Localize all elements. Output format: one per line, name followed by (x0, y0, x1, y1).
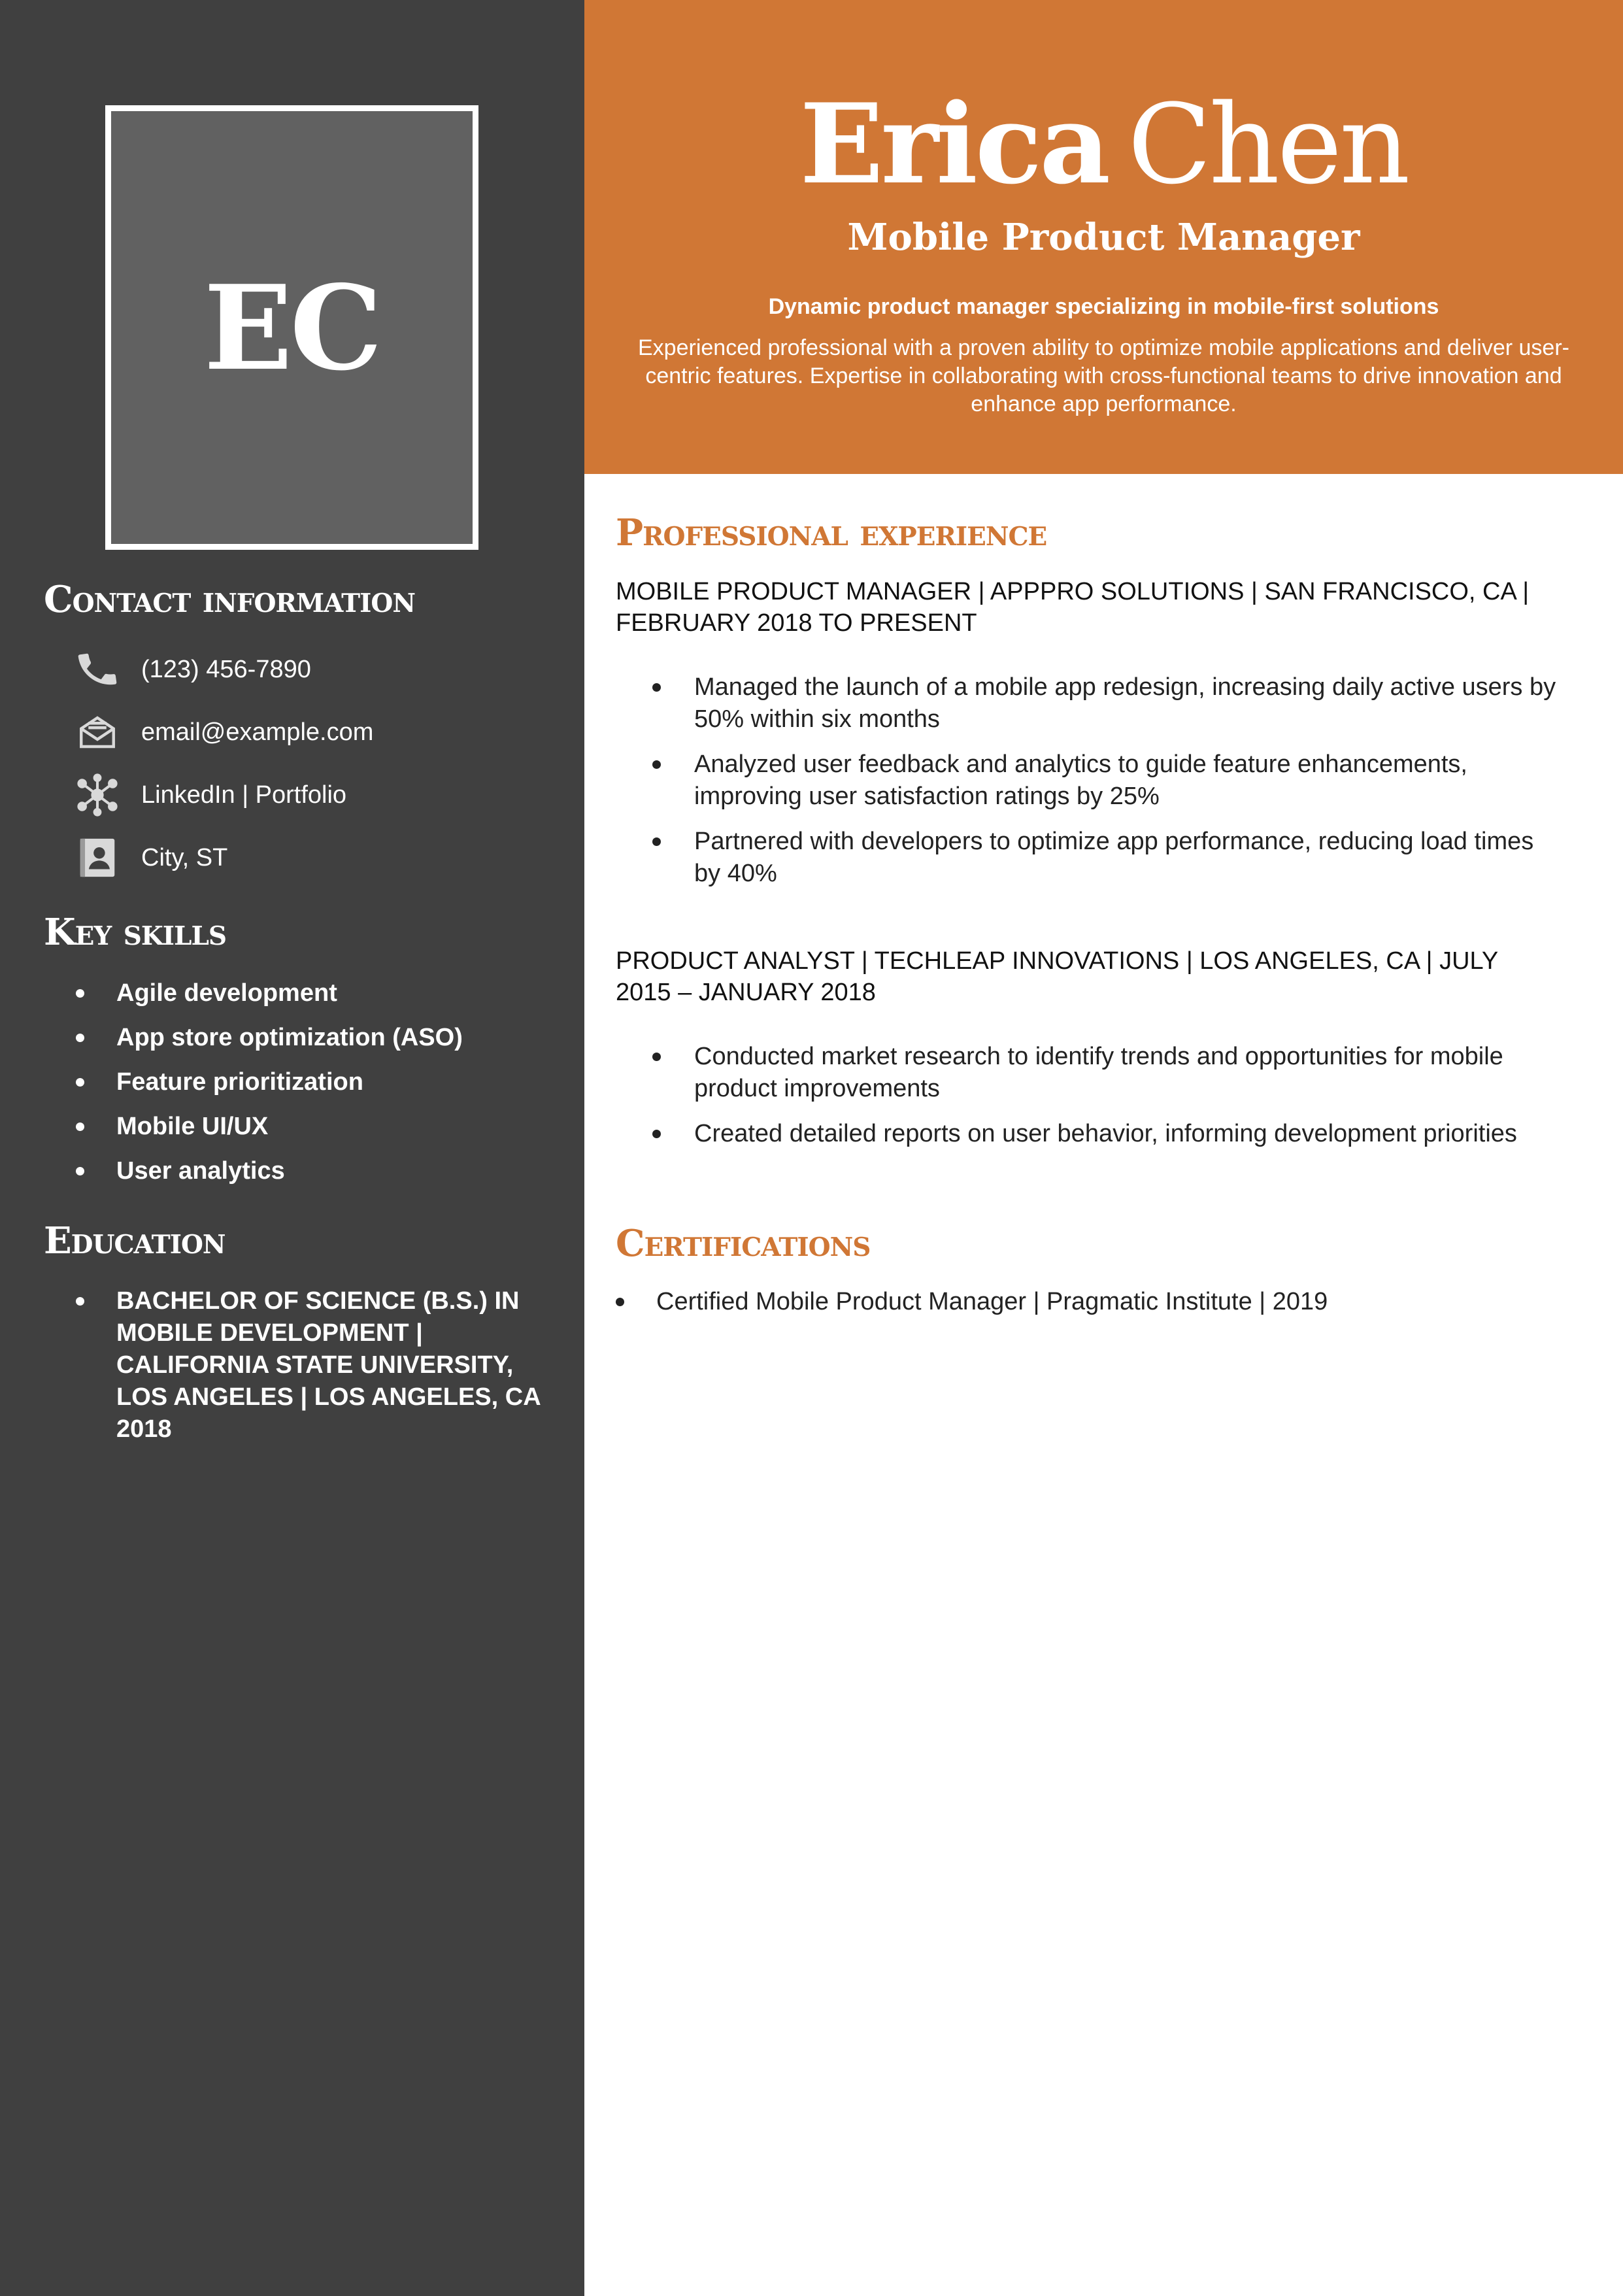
email-icon (73, 708, 122, 756)
first-name: Erica (799, 79, 1109, 209)
experience-heading: Professional experience (616, 511, 1047, 554)
education-heading: Education (44, 1219, 226, 1262)
contact-phone (73, 643, 311, 696)
job-title: Mobile Product Manager (847, 216, 1360, 259)
certification-item: Certified Mobile Product Manager | Pragmatic Institute | 2019 (616, 1286, 1557, 1318)
last-name: Chen (1128, 80, 1408, 209)
full-name (584, 78, 1623, 210)
address-icon (73, 834, 122, 882)
education-list (73, 1285, 557, 1445)
location-text: City, ST (141, 843, 228, 871)
header-banner (584, 0, 1623, 474)
skill-item: Agile development (73, 979, 557, 1023)
job-role: MOBILE PRODUCT MANAGER | APPPRO SOLUTIONS | SAN FRANCISCO, CA | FEBRUARY 2018 TO PRESENT (616, 578, 1530, 637)
monogram-box (105, 105, 478, 550)
contact-links (73, 769, 346, 821)
contact-email (73, 706, 373, 758)
skill-item: Feature prioritization (73, 1068, 557, 1112)
summary: Experienced professional with a proven ability to optimize mobile applications and deliver user-centric features. Expertise in collaborating with cross-functional teams to drive innovation and enhance app performance. (638, 335, 1569, 416)
email-text[interactable]: email@example.com (141, 718, 374, 746)
tagline: Dynamic product manager specializing in mobile-first solutions (768, 294, 1439, 319)
certifications-list (616, 1286, 1557, 1318)
sidebar (0, 0, 584, 2296)
job-bullet: Partnered with developers to optimize app performance, reducing load times by 40% (616, 826, 1557, 890)
phone-text[interactable]: (123) 456-7890 (141, 655, 311, 683)
monogram: EC (203, 259, 380, 396)
links-text[interactable]: LinkedIn | Portfolio (141, 781, 347, 809)
job-role: PRODUCT ANALYST | TECHLEAP INNOVATIONS | LOS ANGELES, CA | JULY 2015 – JANUARY 2018 (616, 947, 1498, 1006)
skills-list (73, 979, 557, 1201)
network-icon (73, 771, 122, 819)
certifications-heading: Certifications (616, 1222, 871, 1265)
phone-icon (73, 645, 122, 694)
skill-item: Mobile UI/UX (73, 1112, 557, 1156)
job-bullet: Analyzed user feedback and analytics to guide feature enhancements, improving user satisfaction ratings by 25% (616, 749, 1557, 813)
contact-location (73, 832, 227, 884)
job-bullets (616, 1041, 1557, 1163)
skills-heading: Key skills (44, 911, 227, 954)
contact-heading: Contact information (44, 578, 416, 621)
job-bullets (616, 671, 1557, 903)
skill-item: App store optimization (ASO) (73, 1023, 557, 1068)
job-bullet: Created detailed reports on user behavior, informing development priorities (616, 1118, 1557, 1150)
job-bullet: Managed the launch of a mobile app redesign, increasing daily active users by 50% within six months (616, 671, 1557, 735)
skill-item: User analytics (73, 1156, 557, 1201)
education-item: BACHELOR OF SCIENCE (B.S.) IN MOBILE DEVELOPMENT | CALIFORNIA STATE UNIVERSITY, LOS ANGELES | LOS ANGELES, CA 2018 (73, 1285, 557, 1445)
job-bullet: Conducted market research to identify trends and opportunities for mobile product improvements (616, 1041, 1557, 1105)
